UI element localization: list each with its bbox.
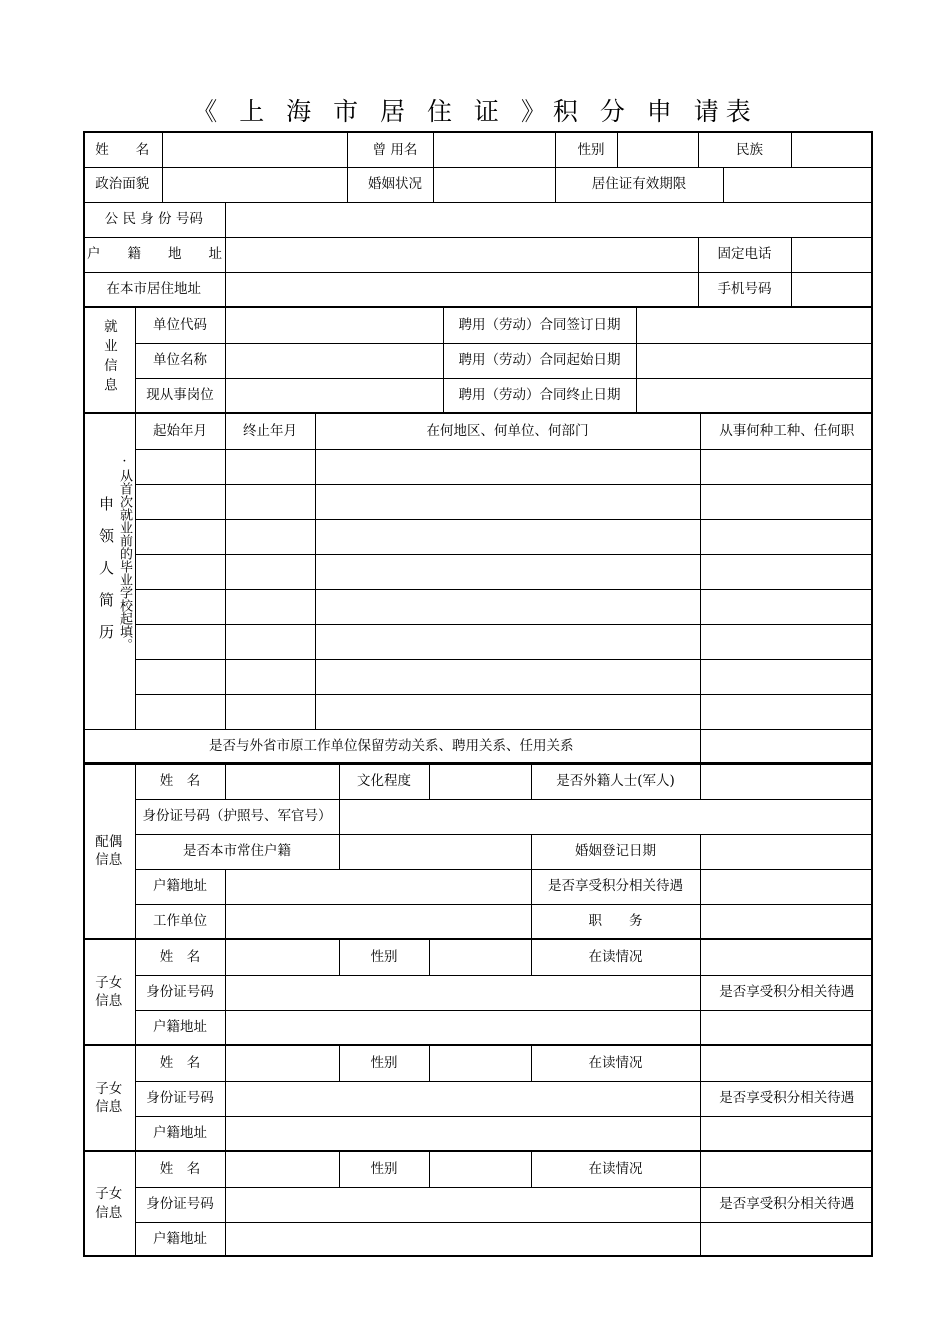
resume-place-field[interactable]	[315, 484, 700, 519]
former-name-label: 曾 用名	[347, 133, 433, 167]
child-name-field[interactable]	[225, 1046, 339, 1081]
id-number-field[interactable]	[225, 202, 873, 237]
resume-row	[83, 449, 873, 484]
child-id-label: 身份证号码	[135, 1187, 225, 1222]
resume-start-field[interactable]	[135, 554, 225, 589]
child-school-field[interactable]	[700, 940, 873, 975]
child-name-label: 姓 名	[135, 1152, 225, 1187]
personal-info-section	[83, 131, 873, 308]
permit-validity-field[interactable]	[723, 167, 873, 202]
resume-place-field[interactable]	[315, 589, 700, 624]
contract-start-date-field[interactable]	[636, 343, 873, 378]
contract-start-date-label: 聘用（劳动）合同起始日期	[443, 343, 636, 378]
resume-start-field[interactable]	[135, 659, 225, 694]
child-points-benefit-field[interactable]	[700, 1116, 873, 1151]
child-name-label: 姓 名	[135, 1046, 225, 1081]
child-school-label: 在读情况	[531, 1152, 700, 1187]
resume-position-field[interactable]	[700, 694, 873, 729]
child-household-address-field[interactable]	[225, 1222, 700, 1256]
marital-status-field[interactable]	[433, 167, 555, 202]
spouse-section	[83, 762, 873, 940]
resume-place-field[interactable]	[315, 449, 700, 484]
current-post-field[interactable]	[225, 378, 443, 413]
unit-name-label: 单位名称	[135, 343, 225, 378]
child-points-benefit-field[interactable]	[700, 1222, 873, 1256]
child-gender-field[interactable]	[429, 940, 531, 975]
resume-position-field[interactable]	[700, 589, 873, 624]
political-status-label: 政治面貌	[83, 167, 162, 202]
spouse-local-household-field[interactable]	[339, 834, 531, 869]
resume-row	[83, 589, 873, 624]
child-name-label: 姓 名	[135, 940, 225, 975]
local-address-field[interactable]	[225, 272, 698, 307]
employment-section	[83, 306, 873, 414]
child-gender-label: 性别	[339, 940, 429, 975]
child-household-address-label: 户籍地址	[135, 1116, 225, 1151]
spouse-marriage-date-field[interactable]	[700, 834, 873, 869]
spouse-name-label: 姓 名	[135, 764, 225, 799]
child-school-field[interactable]	[700, 1046, 873, 1081]
child-points-benefit-label: 是否享受积分相关待遇	[700, 975, 873, 1010]
resume-end-field[interactable]	[225, 554, 315, 589]
resume-position-field[interactable]	[700, 554, 873, 589]
resume-position-field[interactable]	[700, 449, 873, 484]
resume-end-field[interactable]	[225, 449, 315, 484]
spouse-work-unit-field[interactable]	[225, 904, 531, 939]
resume-end-field[interactable]	[225, 519, 315, 554]
mobile-label: 手机号码	[698, 272, 791, 307]
spouse-points-benefit-field[interactable]	[700, 869, 873, 904]
resume-position-field[interactable]	[700, 659, 873, 694]
spouse-id-field[interactable]	[339, 799, 873, 834]
resume-start-field[interactable]	[135, 589, 225, 624]
spouse-marriage-date-label: 婚姻登记日期	[531, 834, 700, 869]
political-status-field[interactable]	[162, 167, 347, 202]
spouse-local-household-label: 是否本市常住户籍	[135, 834, 339, 869]
marital-status-label: 婚姻状况	[347, 167, 433, 202]
current-post-label: 现从事岗位	[135, 378, 225, 413]
resume-row	[83, 624, 873, 659]
resume-place-field[interactable]	[315, 659, 700, 694]
child-name-field[interactable]	[225, 1152, 339, 1187]
resume-row	[83, 554, 873, 589]
child-school-field[interactable]	[700, 1152, 873, 1187]
unit-name-field[interactable]	[225, 343, 443, 378]
child-section-label: 子女信息	[83, 1152, 135, 1256]
spouse-id-label: 身份证号码（护照号、军官号）	[135, 799, 339, 834]
resume-place-field[interactable]	[315, 519, 700, 554]
retain-relation-label: 是否与外省市原工作单位保留劳动关系、聘用关系、任用关系	[83, 729, 700, 764]
resume-section	[83, 412, 873, 765]
child-school-label: 在读情况	[531, 1046, 700, 1081]
child-household-address-label: 户籍地址	[135, 1222, 225, 1256]
child-id-label: 身份证号码	[135, 1081, 225, 1116]
child-school-label: 在读情况	[531, 940, 700, 975]
mobile-field[interactable]	[791, 272, 873, 307]
child-id-field[interactable]	[225, 1081, 700, 1116]
resume-end-field[interactable]	[225, 659, 315, 694]
spouse-work-unit-label: 工作单位	[135, 904, 225, 939]
contract-sign-date-label: 聘用（劳动）合同签订日期	[443, 308, 636, 343]
employment-section-label: 就业信息	[83, 308, 135, 413]
child-gender-field[interactable]	[429, 1152, 531, 1187]
col-place: 在何地区、何单位、何部门	[315, 414, 700, 449]
resume-section-label: 申领人简历 ·从首次就业前的毕业学校起填。	[83, 414, 135, 729]
resume-start-field[interactable]	[135, 484, 225, 519]
resume-place-field[interactable]	[315, 624, 700, 659]
resume-position-field[interactable]	[700, 484, 873, 519]
spouse-education-field[interactable]	[429, 764, 531, 799]
resume-row	[83, 659, 873, 694]
spouse-household-address-label: 户籍地址	[135, 869, 225, 904]
child-household-address-label: 户籍地址	[135, 1010, 225, 1045]
child-points-benefit-label: 是否享受积分相关待遇	[700, 1187, 873, 1222]
landline-label: 固定电话	[698, 237, 791, 272]
resume-position-field[interactable]	[700, 624, 873, 659]
contract-sign-date-field[interactable]	[636, 308, 873, 343]
resume-position-field[interactable]	[700, 519, 873, 554]
child-id-field[interactable]	[225, 1187, 700, 1222]
col-end-date: 终止年月	[225, 414, 315, 449]
resume-end-field[interactable]	[225, 484, 315, 519]
spouse-household-address-field[interactable]	[225, 869, 531, 904]
spouse-name-field[interactable]	[225, 764, 339, 799]
child-section	[83, 1044, 873, 1152]
resume-row	[83, 484, 873, 519]
child-gender-label: 性别	[339, 1152, 429, 1187]
child-section	[83, 938, 873, 1046]
resume-start-field[interactable]	[135, 449, 225, 484]
resume-note: ·从首次就业前的毕业学校起填。	[117, 454, 132, 651]
child-id-label: 身份证号码	[135, 975, 225, 1010]
resume-row	[83, 519, 873, 554]
ethnicity-field[interactable]	[791, 133, 873, 167]
child-section	[83, 1150, 873, 1257]
resume-end-field[interactable]	[225, 694, 315, 729]
child-gender-label: 性别	[339, 1046, 429, 1081]
spouse-position-label: 职 务	[531, 904, 700, 939]
child-points-benefit-label: 是否享受积分相关待遇	[700, 1081, 873, 1116]
contract-end-date-label: 聘用（劳动）合同终止日期	[443, 378, 636, 413]
child-section-label: 子女信息	[83, 940, 135, 1045]
child-points-benefit-field[interactable]	[700, 1010, 873, 1045]
col-start-date: 起始年月	[135, 414, 225, 449]
child-id-field[interactable]	[225, 975, 700, 1010]
resume-place-field[interactable]	[315, 554, 700, 589]
resume-start-field[interactable]	[135, 624, 225, 659]
permit-validity-label: 居住证有效期限	[555, 167, 723, 202]
local-address-label: 在本市居住地址	[83, 272, 225, 307]
ethnicity-label: 民族	[698, 133, 791, 167]
spouse-education-label: 文化程度	[339, 764, 429, 799]
retain-relation-field[interactable]	[700, 729, 873, 764]
name-field[interactable]	[162, 133, 347, 167]
household-address-field[interactable]	[225, 237, 698, 272]
former-name-field[interactable]	[433, 133, 555, 167]
id-number-label: 公 民 身 份 号码	[83, 202, 225, 237]
spouse-position-field[interactable]	[700, 904, 873, 939]
gender-field[interactable]	[617, 133, 698, 167]
resume-place-field[interactable]	[315, 694, 700, 729]
spouse-points-benefit-label: 是否享受积分相关待遇	[531, 869, 700, 904]
spouse-section-label: 配偶信息	[83, 764, 135, 939]
resume-start-field[interactable]	[135, 694, 225, 729]
household-address-label: 户 籍 地 址	[83, 237, 225, 272]
unit-code-field[interactable]	[225, 308, 443, 343]
resume-end-field[interactable]	[225, 589, 315, 624]
child-household-address-field[interactable]	[225, 1116, 700, 1151]
spouse-foreign-military-label: 是否外籍人士(军人)	[531, 764, 700, 799]
gender-label: 性别	[555, 133, 617, 167]
resume-start-field[interactable]	[135, 519, 225, 554]
col-position: 从事何种工种、任何职	[700, 414, 873, 449]
child-name-field[interactable]	[225, 940, 339, 975]
unit-code-label: 单位代码	[135, 308, 225, 343]
child-section-label: 子女信息	[83, 1046, 135, 1151]
form-title: 《 上 海 市 居 住 证 》积 分 申 请表	[192, 97, 758, 126]
name-label: 姓 名	[83, 133, 162, 167]
child-gender-field[interactable]	[429, 1046, 531, 1081]
child-household-address-field[interactable]	[225, 1010, 700, 1045]
landline-field[interactable]	[791, 237, 873, 272]
resume-end-field[interactable]	[225, 624, 315, 659]
contract-end-date-field[interactable]	[636, 378, 873, 413]
spouse-foreign-military-field[interactable]	[700, 764, 873, 799]
resume-row	[83, 694, 873, 729]
